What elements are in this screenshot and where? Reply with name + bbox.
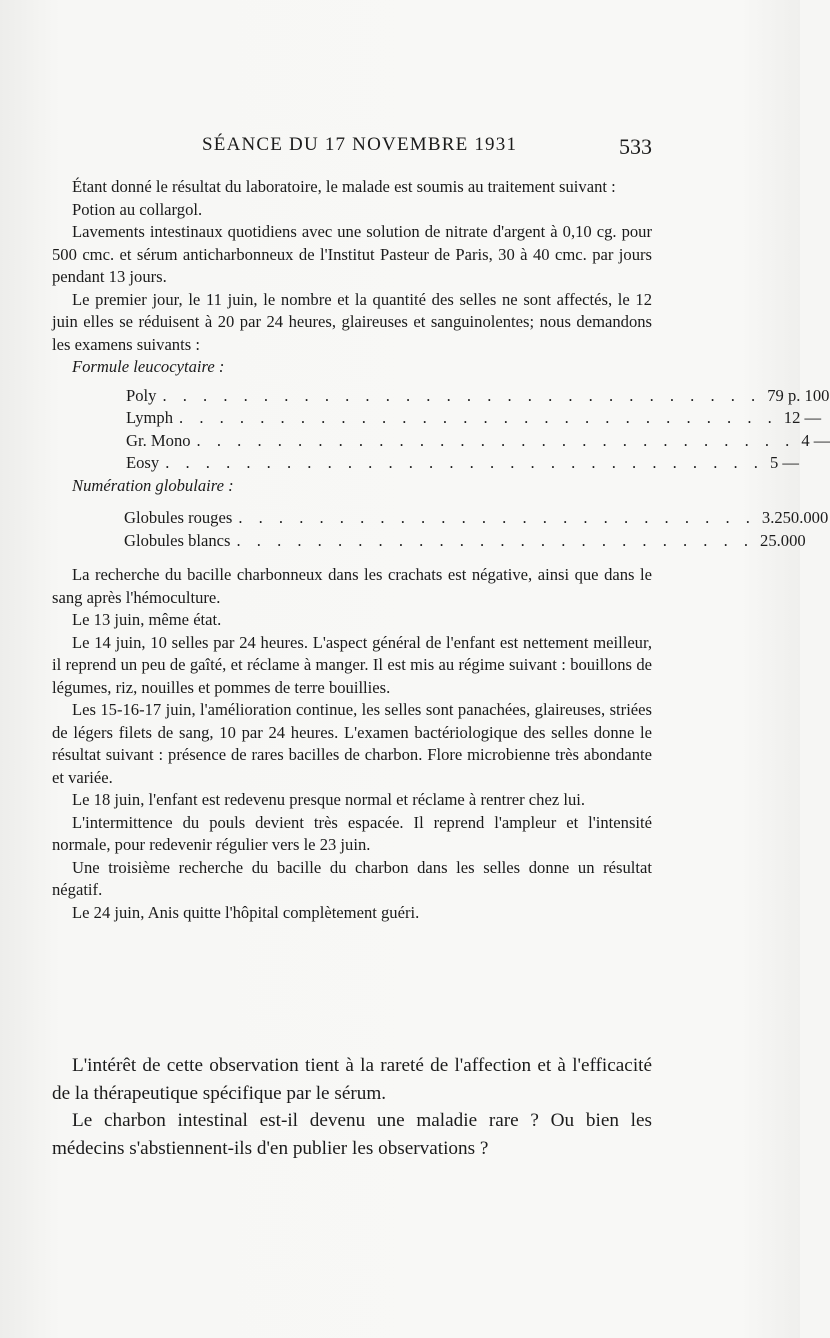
paragraph: Lavements intestinaux quotidiens avec une solution de nitrate d'argent à 0,10 cg. pour 500 cmc. et sérum anticharbonneux de l'Institut Pasteur de Paris, 30 à 40 cmc. par jours pendant 13 jours. — [52, 222, 652, 286]
formula-label: Gr. Mono — [126, 430, 191, 450]
formula-row — [126, 407, 822, 430]
page-number: 533 — [619, 134, 652, 159]
paragraph: Une troisième recherche du bacille du charbon dans les selles donne un résultat négatif. — [52, 857, 652, 899]
paragraph: Potion au collargol. — [72, 199, 203, 219]
paragraph: Le 24 juin, Anis quitte l'hôpital complètement guéri. — [72, 902, 420, 922]
numeration-row — [124, 507, 829, 530]
conclusion-text — [52, 1052, 652, 1162]
paragraph: La recherche du bacille charbonneux dans les crachats est négative, ainsi que dans le sang après l'hémoculture. — [52, 565, 652, 607]
formula-row — [126, 385, 830, 408]
numeration-row — [124, 530, 806, 553]
paragraph: Le 18 juin, l'enfant est redevenu presque normal et réclame à rentrer chez lui. — [72, 790, 586, 809]
leader-dots: . . . . . . . . . . . . . . . . . . . . . . . . . . — [238, 508, 756, 527]
page-header — [52, 134, 652, 168]
formula-value: 4 — — [801, 430, 830, 450]
leader-dots: . . . . . . . . . . . . . . . . . . . . . . . . . . . . . . — [165, 453, 764, 472]
numeration-label: Globules rouges — [124, 508, 233, 527]
formula-label: Lymph — [126, 408, 174, 427]
running-head: SÉANCE DU 17 NOVEMBRE 1931 — [202, 134, 518, 155]
formula-label: Eosy — [126, 453, 160, 472]
formula-label: Poly — [126, 385, 157, 405]
numeration-label: Globules blancs — [124, 530, 231, 550]
leader-dots: . . . . . . . . . . . . . . . . . . . . . . . . . . . . . . — [162, 385, 762, 405]
formula-value: 12 — — [783, 408, 822, 427]
formula-row — [126, 452, 799, 475]
numeration-table — [124, 507, 829, 552]
numeration-heading: Numération globulaire : — [72, 475, 234, 495]
paragraph: L'intermittence du pouls devient très espacée. Il reprend l'ampleur et l'intensité normale, pour redevenir régulier vers le 23 juin. — [52, 812, 652, 854]
formula-value: 5 — — [769, 453, 799, 472]
paragraph: Le premier jour, le 11 juin, le nombre et la quantité des selles ne sont affectés, le 12 juin elles se réduisent à 20 par 24 heures, glaireuses et sanguinolentes; nous demandons les examens suivants : — [52, 289, 652, 354]
conclusion-paragraph: Le charbon intestinal est-il devenu une maladie rare ? Ou bien les médecins s'abstiennent-ils d'en publier les observations ? — [52, 1110, 652, 1159]
paragraph: Les 15-16-17 juin, l'amélioration continue, les selles sont panachées, glaireuses, striées de légers filets de sang, 10 par 24 heures. L'examen bactériologique des selles donne le résultat suivant : présence de rares bacilles de charbon. Flore microbienne très abondante et variée. — [52, 700, 652, 787]
leader-dots: . . . . . . . . . . . . . . . . . . . . . . . . . . . . . . — [196, 430, 796, 450]
paragraph: Étant donné le résultat du laboratoire, le malade est soumis au traitement suivant : — [72, 177, 616, 196]
numeration-value: 3.250.000 — [761, 508, 829, 527]
formula-heading: Formule leucocytaire : — [72, 357, 225, 376]
body-text — [52, 176, 830, 924]
formula-row — [126, 430, 830, 453]
conclusion-paragraph: L'intérêt de cette observation tient à la rareté de l'affection et à l'efficacité de la thérapeutique spécifique par le sérum. — [52, 1055, 652, 1104]
formula-value: 79 p. 100 — [767, 385, 830, 405]
paragraph: Le 13 juin, même état. — [72, 610, 222, 629]
leader-dots: . . . . . . . . . . . . . . . . . . . . . . . . . . — [236, 530, 755, 550]
numeration-value: 25.000 — [760, 530, 806, 550]
paragraph: Le 14 juin, 10 selles par 24 heures. L'aspect général de l'enfant est nettement meilleur, il reprend un peu de gaîté, et réclame à manger. Il est mis au régime suivant : bouillons de légumes, riz, nouilles et pommes de terre bouillies. — [52, 632, 652, 697]
leader-dots: . . . . . . . . . . . . . . . . . . . . . . . . . . . . . . — [179, 408, 778, 427]
formula-table — [126, 385, 830, 475]
